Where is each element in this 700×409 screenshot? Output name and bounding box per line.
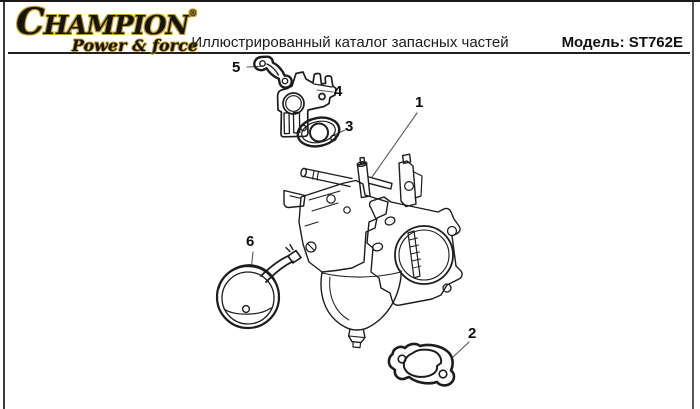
gasket-part-2	[389, 344, 454, 385]
brand-name-rest: HAMPION	[43, 11, 189, 41]
page-title: Иллюстрированный каталог запасных частей	[191, 34, 509, 51]
callout-1: 1	[415, 94, 424, 111]
callout-4: 4	[334, 83, 343, 100]
model-label: Модель: ST762E	[561, 34, 683, 51]
primer-bulb-part-6	[217, 245, 301, 328]
brand-name-initial: C	[16, 1, 44, 43]
brand-tagline: Power & force	[71, 36, 198, 55]
callout-6: 6	[246, 233, 255, 250]
callout-3: 3	[345, 118, 354, 135]
callout-2: 2	[468, 325, 477, 342]
carburetor-part-1	[284, 154, 462, 347]
gasket-part-3	[295, 114, 342, 150]
gasket-part-5	[254, 57, 291, 88]
registered-trademark-icon: ®	[188, 9, 198, 19]
callout-5: 5	[232, 59, 241, 76]
